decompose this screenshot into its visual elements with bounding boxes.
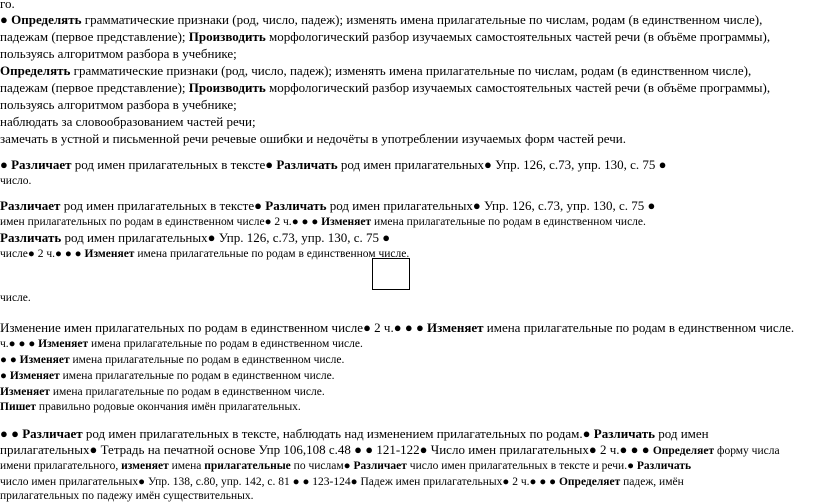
text-line: ● Различает род имен прилагательных в тексте● Различать род имен прилагательных● Упр. 126, с.73, упр. 130, с. 75 ● (0, 157, 667, 172)
bullet-icon: ● (415, 320, 424, 335)
bullet-icon: ● (502, 476, 510, 488)
text-line: имен прилагательных по родам в единственном числе● 2 ч.● ● ● Изменяет имена прилагательные по родам в единственном числе. (0, 216, 646, 228)
bullet-icon: ● (301, 216, 309, 228)
bullet-icon: ● (18, 338, 26, 350)
bullet-icon: ● (588, 442, 597, 457)
bullet-icon: ● (350, 476, 358, 488)
bullet-icon: ● (292, 476, 300, 488)
bullet-icon: ● (74, 248, 82, 260)
bullet-icon: ● (483, 157, 492, 172)
bullet-icon: ● (27, 248, 35, 260)
text-line: го. (0, 0, 15, 11)
text-line: падежам (первое представление); Производить морфологический разбор изучаемых самостоятельных частей речи (в объёме программы), (0, 29, 771, 44)
bullet-icon: ● (0, 157, 8, 172)
text-line: ● ● Изменяет имена прилагательные по родам в единственном числе. (0, 354, 345, 366)
text-line: наблюдать за словообразованием частей речи; (0, 114, 256, 129)
bullet-icon: ● (55, 248, 62, 260)
bullet-icon: ● (630, 442, 639, 457)
bullet-icon: ● (207, 230, 216, 245)
bullet-icon: ● (641, 442, 650, 457)
text-line: замечать в устной и письменной речи речевые ошибки и недочёты в употреблении изучаемых форм частей речи. (0, 131, 626, 146)
text-line: число имен прилагательных● Упр. 138, с.80, упр. 142, с. 81 ● ● 123-124● Падеж имен прилагательных● 2 ч.● ● ● Определяет падеж, имён (0, 476, 684, 488)
text-line: числе. (0, 292, 31, 304)
bullet-icon: ● (549, 476, 557, 488)
bullet-icon: ● (619, 442, 628, 457)
bullet-icon: ● (472, 198, 481, 213)
text-line: пользуясь алгоритмом разбора в учебнике; (0, 97, 237, 112)
bullet-icon: ● (419, 442, 428, 457)
text-line: Пишет правильно родовые окончания имён прилагательных. (0, 401, 301, 413)
text-line: Различает род имен прилагательных в тексте● Различать род имен прилагательных● Упр. 126, с.73, упр. 130, с. 75 ● (0, 198, 656, 213)
text-line: ● ● Различает род имен прилагательных в тексте, наблюдать над изменением прилагательных по родам.● Различать род имен (0, 426, 709, 441)
bullet-icon: ● (539, 476, 547, 488)
text-line: число. (0, 175, 32, 187)
bullet-icon: ● (302, 476, 310, 488)
text-line: ч.● ● ● Изменяет имена прилагательные по родам в единственном числе. (0, 338, 363, 350)
bullet-icon: ● (529, 476, 537, 488)
text-line: Определять грамматические признаки (род, число, падеж); изменять имена прилагательные по числам, родам (в единственном числе), (0, 63, 752, 78)
bullet-icon: ● (0, 354, 7, 366)
text-line: имени прилагательного, изменяет имена прилагательные по числам● Различает число имен прилагательных в тексте и речи.● Различать (0, 460, 692, 472)
bullet-icon: ● (291, 216, 299, 228)
bullet-icon: ● (311, 216, 319, 228)
bullet-icon: ● (9, 354, 17, 366)
bullet-icon: ● (254, 198, 262, 213)
bullet-icon: ● (89, 442, 98, 457)
text-line: Различать род имен прилагательных● Упр. 126, с.73, упр. 130, с. 75 ● (0, 230, 391, 245)
bullet-icon: ● (264, 216, 272, 228)
bullet-icon: ● (627, 460, 635, 472)
bullet-icon: ● (658, 157, 667, 172)
bullet-icon: ● (365, 442, 374, 457)
bullet-icon: ● (582, 426, 591, 441)
text-line: ● Определять грамматические признаки (род, число, падеж); изменять имена прилагательные по числам, родам (в единственном числе), (0, 12, 763, 27)
bullet-icon: ● (0, 426, 8, 441)
text-line: прилагательных● Тетрадь на печатной основе Упр 106,108 с.48 ● ● 121-122● Число имен прилагательных● 2 ч.● ● ● Определяет форму числа (0, 442, 780, 457)
bullet-icon: ● (0, 370, 7, 382)
text-line: ● Изменяет имена прилагательные по родам в единственном числе. (0, 370, 335, 382)
bullet-icon: ● (363, 320, 371, 335)
bullet-icon: ● (11, 426, 19, 441)
bullet-icon: ● (393, 320, 402, 335)
text-line: Изменяет имена прилагательные по родам в единственном числе. (0, 386, 325, 398)
bullet-icon: ● (28, 338, 36, 350)
bullet-icon: ● (343, 460, 351, 472)
bullet-icon: ● (138, 476, 146, 488)
text-line: прилагательных по падежу имён существительных. (0, 490, 254, 502)
bullet-icon: ● (382, 230, 391, 245)
bullet-icon: ● (8, 338, 16, 350)
text-line: падежам (первое представление); Производить морфологический разбор изучаемых самостоятельных частей речи (в объёме программы), (0, 80, 771, 95)
text-line: числе● 2 ч.● ● ● Изменяет имена прилагательные по родам в единственном числе. (0, 248, 410, 260)
bullet-icon: ● (354, 442, 362, 457)
bullet-icon: ● (404, 320, 413, 335)
empty-box (372, 258, 410, 290)
bullet-icon: ● (64, 248, 72, 260)
text-line: пользуясь алгоритмом разбора в учебнике; (0, 46, 237, 61)
bullet-icon: ● (0, 12, 8, 27)
bullet-icon: ● (265, 157, 274, 172)
bullet-icon: ● (647, 198, 656, 213)
text-line: Изменение имен прилагательных по родам в единственном числе● 2 ч.● ● ● Изменяет имена прилагательные по родам в единственном числе. (0, 320, 795, 335)
